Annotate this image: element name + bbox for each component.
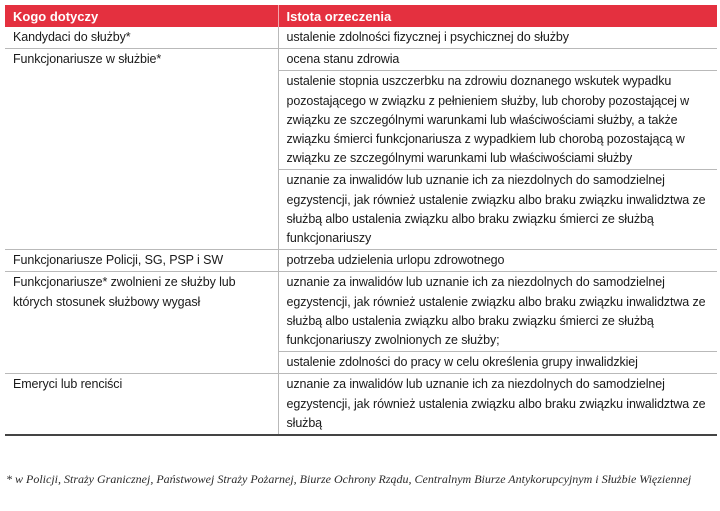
row-item: ocena stanu zdrowia (278, 49, 717, 71)
table-header-row (5, 5, 717, 27)
row-item: ustalenie zdolności do pracy w celu określenia grupy inwalidzkiej (278, 352, 717, 374)
row-item: uznanie za inwalidów lub uznanie ich za niezdolnych do samodzielnej egzystencji, jak również ustalenie związku albo braku związku inwalidztwa ze służbą albo ustalenia związku albo braku związku śmierci ze służbą funkcjonariuszy zwolnionych ze służby; (278, 272, 717, 352)
table-row (5, 250, 717, 272)
row-who: Funkcjonariusze Policji, SG, PSP i SW (5, 250, 278, 272)
row-item: potrzeba udzielenia urlopu zdrowotnego (278, 250, 717, 272)
row-item: ustalenie zdolności fizycznej i psychicznej do służby (278, 27, 717, 49)
footnote: * w Policji, Straży Granicznej, Państwowej Straży Pożarnej, Biurze Ochrony Rządu, Centralnym Biurze Antykorupcyjnym i Służbie Więziennej (6, 472, 692, 486)
header-essence: Istota orzeczenia (278, 5, 717, 27)
ruling-table (5, 5, 717, 436)
row-who: Funkcjonariusze w służbie* (5, 49, 278, 250)
row-item: uznanie za inwalidów lub uznanie ich za niezdolnych do samodzielnej egzystencji, jak również ustalenie związku albo braku związku inwalidztwa ze służbą albo ustalenia związku albo braku związku śmierci ze służbą funkcjonariuszy (278, 170, 717, 250)
header-who: Kogo dotyczy (5, 5, 278, 27)
row-who: Emeryci lub renciści (5, 374, 278, 435)
table-row (5, 27, 717, 49)
row-item: uznanie za inwalidów lub uznanie ich za niezdolnych do samodzielnej egzystencji, jak również ustalenia związku albo braku związku inwalidztwa ze służbą (278, 374, 717, 435)
table-row (5, 49, 717, 71)
row-item: ustalenie stopnia uszczerbku na zdrowiu doznanego wskutek wypadku pozostającego w związku z pełnieniem służby, lub choroby pozostającej w związku ze szczególnymi warunkami lub właściwościami służby, a także związku śmierci funkcjonariusza z wypadkiem lub chorobą pozostającą w związku ze szczególnymi warunkami lub właściwościami służby (278, 71, 717, 170)
table-row (5, 374, 717, 435)
row-who: Funkcjonariusze* zwolnieni ze służby lub których stosunek służbowy wygasł (5, 272, 278, 374)
row-who: Kandydaci do służby* (5, 27, 278, 49)
table-row (5, 272, 717, 352)
